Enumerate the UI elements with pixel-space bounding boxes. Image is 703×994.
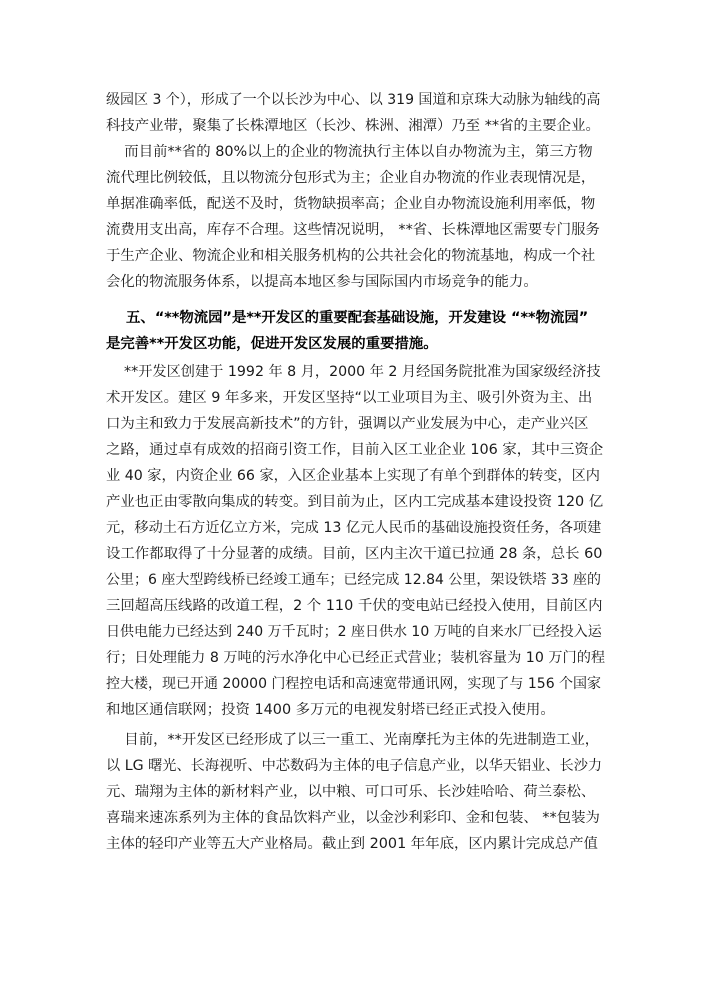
text-line: 级园区 3 个），形成了一个以长沙为中心、以 319 国道和京珠大动脉为轴线的高 (106, 92, 601, 108)
text-line: 之路，通过卓有成效的招商引资工作，目前入区工业企业 106 家，其中三资企 (106, 442, 604, 458)
text-line: 流代理比例较低，且以物流分包形式为主；企业自办物流的作业表现情况是， (106, 170, 596, 186)
text-line: 元，移动土石方近亿立方米，完成 13 亿元人民币的基础设施投资任务，各项建 (106, 520, 602, 536)
text-line: 而目前**省的 80%以上的企业的物流执行主体以自办物流为主，第三方物 (106, 144, 593, 160)
section-heading-line: 五、“**物流园”是**开发区的重要配套基础设施，开发建设 “**物流园” (106, 310, 589, 326)
text-line: 于生产企业、物流企业和相关服务机构的公共社会化的物流基地，构成一个社 (106, 248, 596, 264)
text-line: 流费用支出高，库存不合理。这些情况说明， **省、长株潭地区需要专门服务 (106, 222, 600, 238)
text-line: 元、瑞翔为主体的新材料产业，以中粮、可口可乐、长沙娃哈哈、荷兰泰松、 (106, 784, 596, 800)
text-line: 目前，**开发区已经形成了以三一重工、光南摩托为主体的先进制造工业， (106, 732, 600, 748)
text-line: **开发区创建于 1992 年 8 月，2000 年 2 月经国务院批准为国家级经济技 (106, 364, 601, 380)
text-line: 日供电能力已经达到 240 万千瓦时；2 座日供水 10 万吨的自来水厂已经投入运 (106, 624, 602, 640)
section-heading-line: 是完善**开发区功能，促进开发区发展的重要措施。 (106, 336, 438, 352)
text-line: 业 40 家，内资企业 66 家，入区企业基本上实现了有单个到群体的转变，区内 (106, 468, 600, 484)
text-line: 以 LG 曙光、长海视听、中芯数码为主体的电子信息产业，以华天铝业、长沙力 (106, 758, 603, 774)
text-line: 喜瑞来速冻系列为主体的食品饮料产业，以金沙利彩印、金和包装、 **包装为 (106, 810, 600, 826)
text-line: 单据准确率低，配送不及时，货物缺损率高；企业自办物流设施利用率低，物 (106, 196, 596, 212)
text-line: 会化的物流服务体系，以提高本地区参与国际国内市场竞争的能力。 (106, 274, 538, 290)
text-line: 和地区通信联网；投资 1400 多万元的电视发射塔已经正式投入使用。 (106, 702, 555, 718)
text-line: 控大楼，现已开通 20000 门程控电话和高速宽带通讯网，实现了与 156 个国家 (106, 676, 602, 692)
text-line: 公里；6 座大型跨线桥已经竣工通车；已经完成 12.84 公里，架设铁塔 33 座的 (106, 572, 602, 588)
text-line: 术开发区。建区 9 年多来，开发区坚持“以工业项目为主、吸引外资为主、出 (106, 390, 593, 406)
text-line: 口为主和致力于发展高新技术”的方针，强调以产业发展为中心，走产业兴区 (106, 416, 589, 432)
text-line: 设工作都取得了十分显著的成绩。目前，区内主次干道已拉通 28 条，总长 60 (106, 546, 603, 562)
text-line: 三回超高压线路的改道工程，2 个 110 千伏的变电站已经投入使用，目前区内 (106, 598, 603, 614)
text-line: 主体的轻印产业等五大产业格局。截止到 2001 年年底，区内累计完成总产值 (106, 836, 598, 852)
text-line: 产业也正由零散向集成的转变。到目前为止，区内工完成基本建设投资 120 亿 (106, 494, 604, 510)
text-line: 科技产业带，聚集了长株潭地区（长沙、株洲、湘潭）乃至 **省的主要企业。 (106, 118, 600, 134)
text-line: 行；日处理能力 8 万吨的污水净化中心已经正式营业；装机容量为 10 万门的程 (106, 650, 606, 666)
